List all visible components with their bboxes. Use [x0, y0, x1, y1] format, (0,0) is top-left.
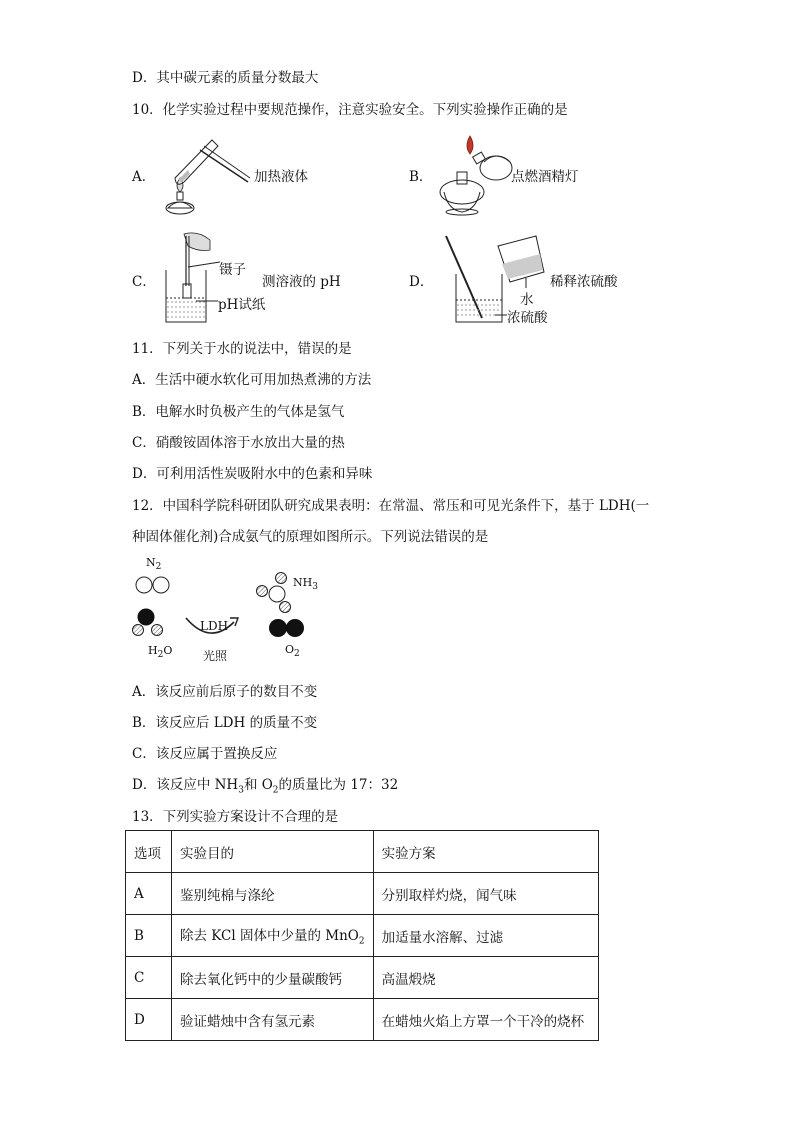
ldh-label: LDH	[200, 619, 229, 633]
q11-option-d: D．可利用活性炭吸附水中的色素和异味	[132, 466, 373, 482]
q11-stem: 11．下列关于水的说法中，错误的是	[132, 341, 352, 357]
ph-test-figure	[162, 232, 212, 327]
table-row	[126, 999, 599, 1041]
row-purpose: 验证蜡烛中含有氢元素	[172, 999, 374, 1041]
ph-paper-label: pH试纸	[218, 297, 266, 313]
row-option: C	[126, 957, 172, 999]
q12-option-c: C．该反应属于置换反应	[132, 746, 278, 762]
row-option: D	[126, 999, 172, 1041]
q10-option-b-caption: 点燃酒精灯	[511, 169, 579, 185]
q12-stem-line1: 12．中国科学院科研团队研究成果表明：在常温、常压和可见光条件下，基于 LDH(一	[132, 498, 650, 514]
header-purpose: 实验目的	[172, 831, 374, 873]
q10-option-a-caption: 加热液体	[254, 169, 308, 185]
q12-option-a: A．该反应前后原子的数目不变	[132, 684, 318, 700]
heating-liquid-figure	[160, 130, 260, 220]
q12-option-d: D．该反应中 $NH_3$和 $O_2$的质量比为 17：32	[132, 777, 399, 796]
nh3-label: $NH_3$	[293, 576, 318, 593]
concentrated-acid-label: 浓硫酸	[507, 310, 548, 326]
q11-option-a: A．生活中硬水软化可用加热煮沸的方法	[132, 372, 372, 388]
q10-option-d-caption: 稀释浓硫酸	[550, 274, 618, 290]
water-label: 水	[520, 292, 534, 308]
table-row	[126, 873, 599, 915]
q10-option-a-label: A．	[132, 169, 156, 185]
row-option: A	[126, 873, 172, 915]
q10-option-b-label: B．	[409, 169, 433, 185]
h2o-label: $H_2O$	[148, 644, 173, 661]
q10-option-d-label: D．	[409, 274, 434, 290]
q10-stem: 10．化学实验过程中要规范操作，注意实验安全。下列实验操作正确的是	[132, 102, 568, 118]
header-plan: 实验方案	[373, 831, 598, 873]
row-purpose: 除去 KCl 固体中少量的 MnO$_2$	[172, 915, 374, 957]
light-label: 光照	[203, 649, 228, 663]
row-plan: 加适量水溶解、过滤	[373, 915, 598, 957]
experiment-table	[125, 830, 599, 1041]
row-purpose: 除去氧化钙中的少量碳酸钙	[172, 957, 374, 999]
q9-option-d: D．其中碳元素的质量分数最大	[132, 70, 319, 86]
header-option: 选项	[126, 831, 172, 873]
table-header-row	[126, 831, 599, 873]
row-plan: 分别取样灼烧，闻气味	[373, 873, 598, 915]
row-plan: 高温煅烧	[373, 957, 598, 999]
row-purpose: 鉴别纯棉与涤纶	[172, 873, 374, 915]
q10-option-c-caption: 测溶液的 pH	[262, 274, 341, 290]
row-plan: 在蜡烛火焰上方罩一个干冷的烧杯	[373, 999, 598, 1041]
q10-option-c-label: C．	[132, 274, 156, 290]
row-option: B	[126, 915, 172, 957]
q11-option-b: B．电解水时负极产生的气体是氢气	[132, 404, 345, 420]
q12-stem-line2: 种固体催化剂)合成氨气的原理如图所示。下列说法错误的是	[132, 529, 489, 545]
o2-label: $O_2$	[285, 643, 300, 660]
table-row	[126, 957, 599, 999]
table-row	[126, 915, 599, 957]
q13-stem: 13．下列实验方案设计不合理的是	[132, 809, 339, 825]
q12-option-b: B．该反应后 LDH 的质量不变	[132, 715, 318, 731]
tweezers-label: 镊子	[219, 262, 246, 278]
q11-option-c: C．硝酸铵固体溶于水放出大量的热	[132, 435, 345, 451]
n2-label: $N_2$	[146, 556, 162, 573]
